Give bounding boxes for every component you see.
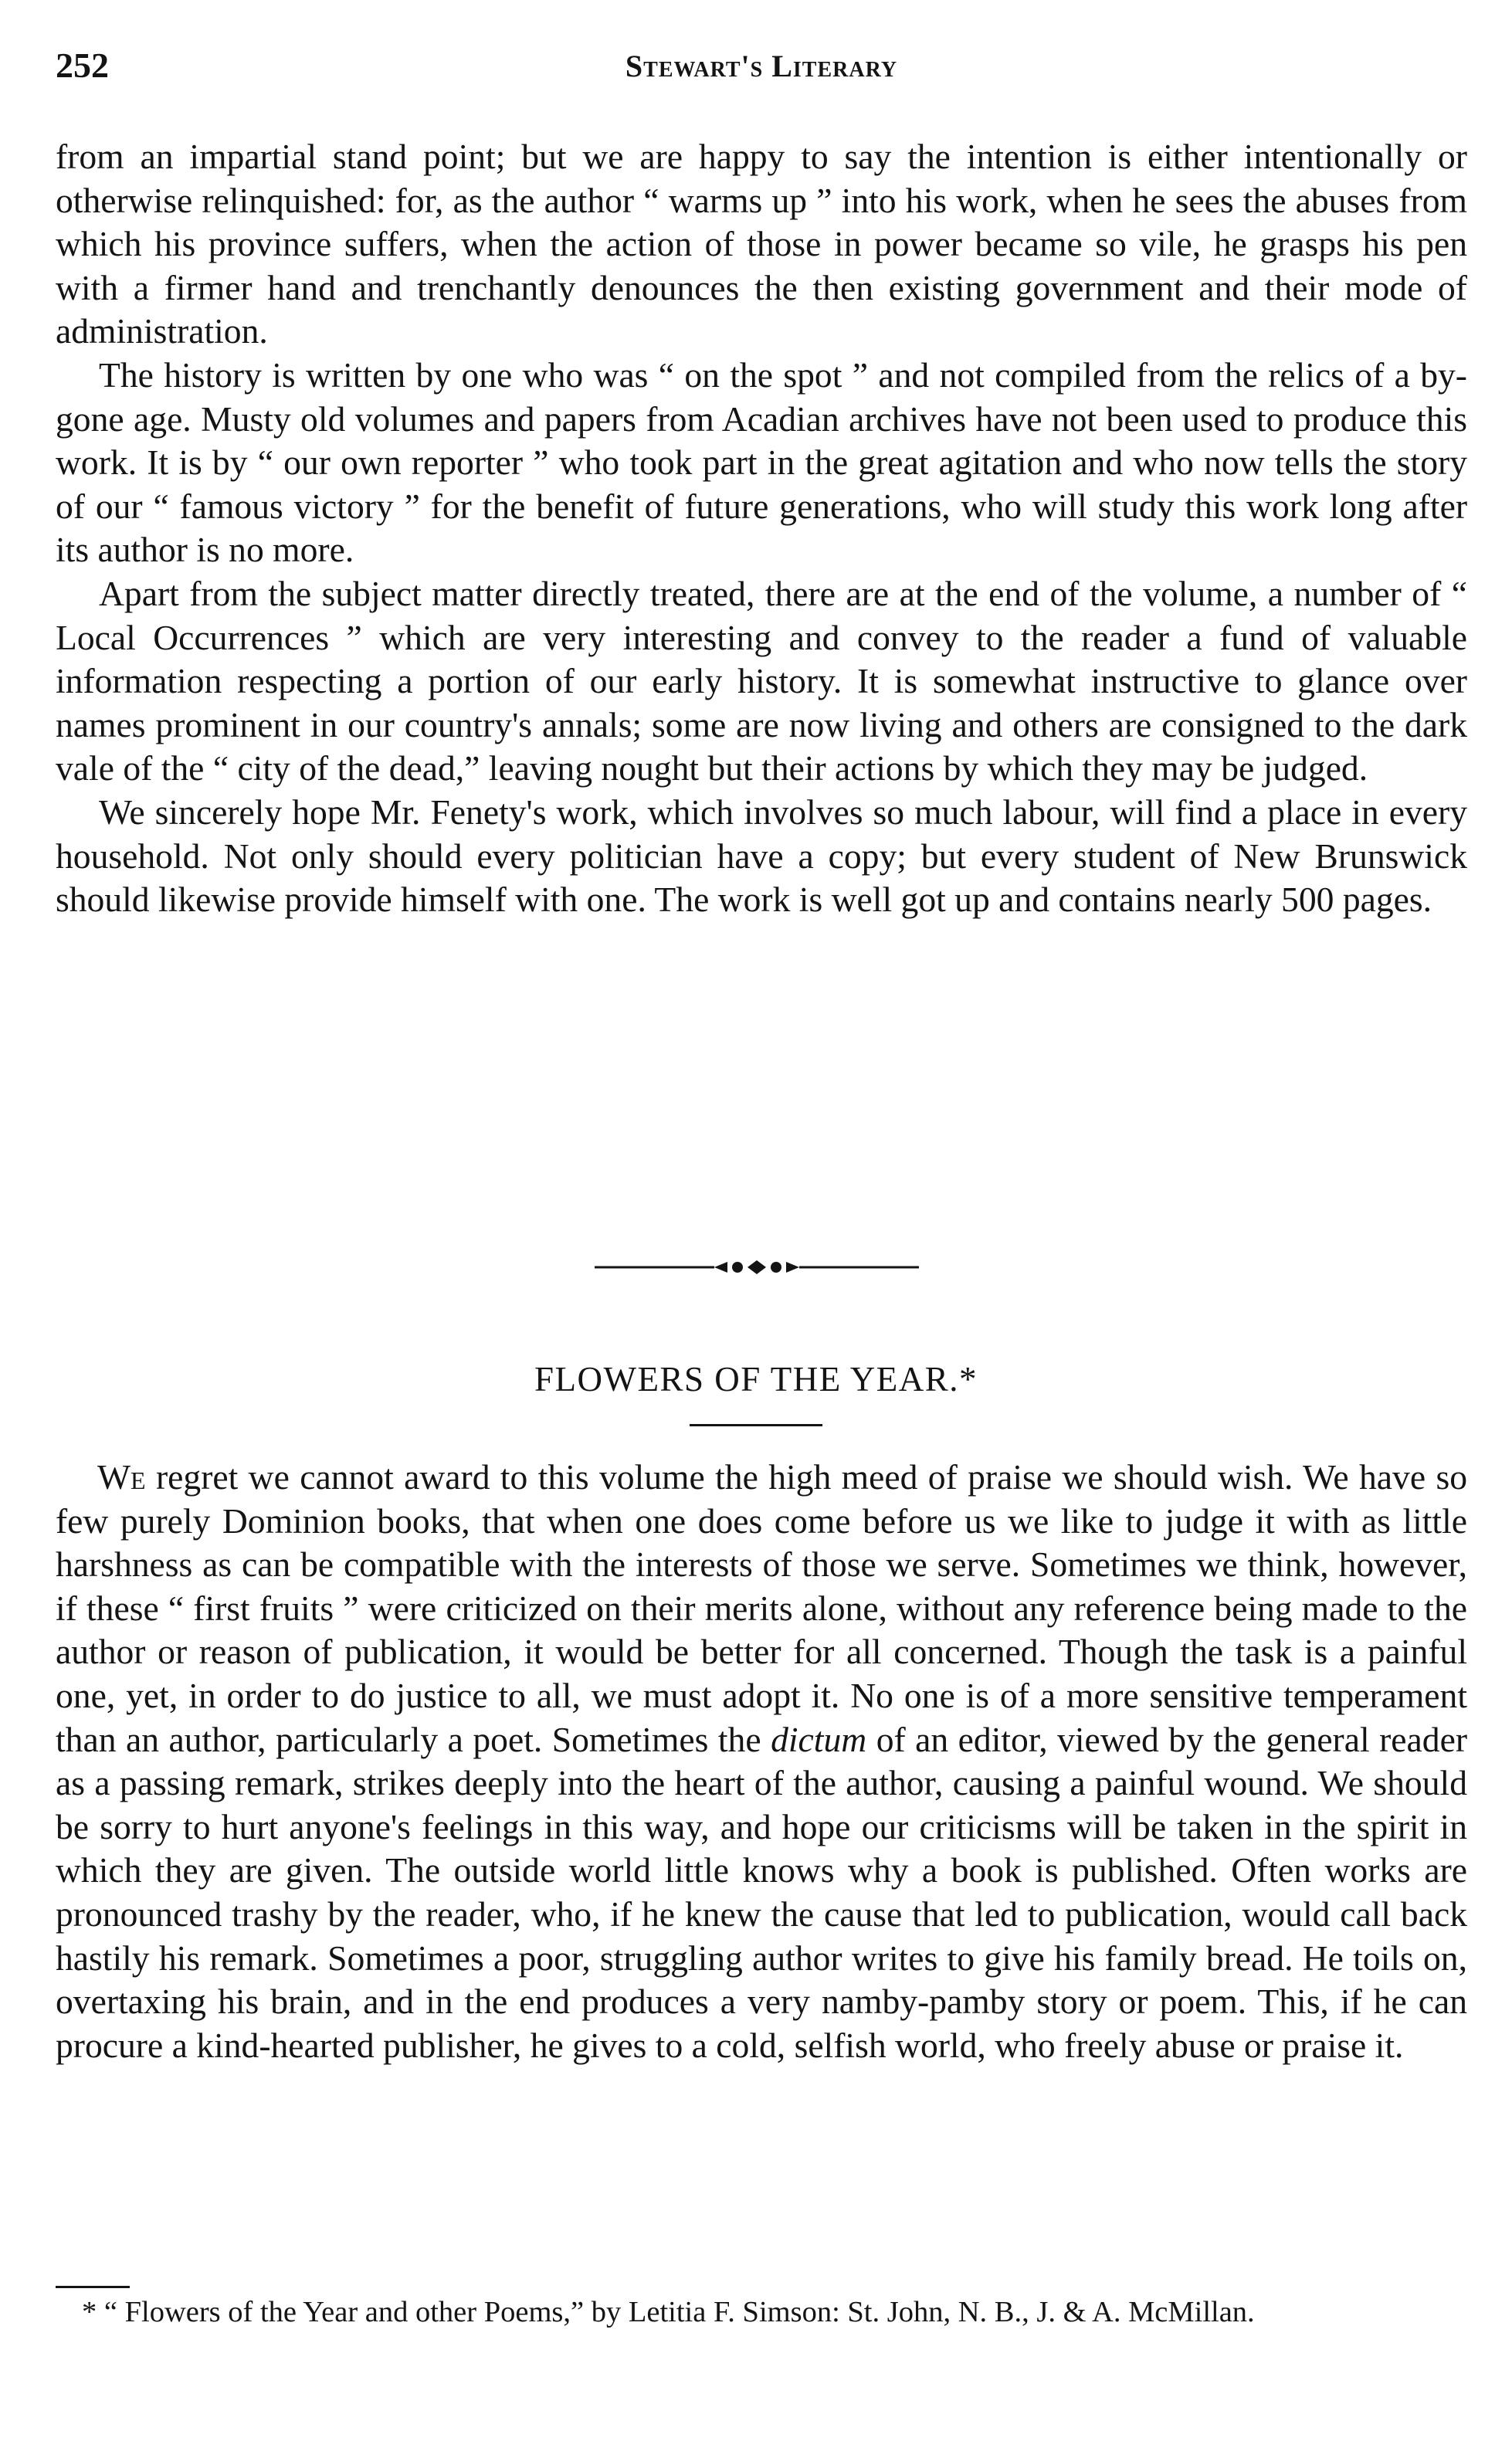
footnote: * “ Flowers of the Year and other Poems,” by Letitia F. Simson: St. John, N. B., J. & A. McMillan. bbox=[82, 2296, 1255, 2328]
essay-paragraph bbox=[56, 1456, 1467, 2067]
essay-text-continued: of an editor, viewed by the general reader as a passing remark, strikes deeply into the heart of the author, causing a painful wound. We should be sorry to hurt anyone's feelings in this way, and hope our criticisms will be taken in the spirit in which they are given. The outside world little knows why a book is published. Often works are pronounced trashy by the reader, who, if he knew the cause that led to publication, would call back hastily his remark. Sometimes a poor, struggling author writes to give his family bread. He toils on, overtaxing his brain, and in the end produces a very namby-pamby story or poem. This, if he can procure a kind-hearted publisher, he gives to a cold, selfish world, who freely abuse or praise it. bbox=[56, 1719, 1468, 2065]
title-rule bbox=[690, 1424, 822, 1426]
italic-term: dictum bbox=[771, 1719, 867, 1759]
review-paragraph: The history is written by one who was “ on the spot ” and not compiled from the relics of a by-gone age. Musty old volumes and papers from Acadian archives have not been used to produce this work. It is by “ our own reporter ” who took part in the great agitation and who now tells the story of our “ famous victory ” for the benefit of future generations, who will study this work long after its author is no more. bbox=[56, 354, 1467, 570]
essay-text: regret we cannot award to this volume the high meed of praise we should wish. We have so few purely Dominion books, that when one does come before us we like to judge it with as little harshness as can be compatible with the interests of those we serve. Sometimes we think, however, if these “ first fruits ” were criticized on their merits alone, without any reference being made to the author or reason of publication, it would be better for all concerned. Though the task is a painful one, yet, in order to do justice to all, we must adopt it. No one is of a more sensitive temperament than an author, particularly a poet. Sometimes the bbox=[56, 1457, 1467, 1759]
essay-body bbox=[56, 1456, 1467, 2067]
review-paragraph: Apart from the subject matter directly treated, there are at the end of the volume, a number of “ Local Occurrences ” which are very interesting and convey to the reader a fund of valuable information respecting a portion of our early history. It is somewhat instructive to glance over names prominent in our country's annals; some are now living and others are consigned to the dark vale of the “ city of the dead,” leaving nought but their actions by which they may be judged. bbox=[56, 573, 1467, 788]
footnote-rule bbox=[56, 2286, 130, 2288]
review-continuation bbox=[56, 135, 1467, 922]
review-paragraph: We sincerely hope Mr. Fenety's work, which involves so much labour, will find a place in every household. Not only should every politician have a copy; but every student of New Brunswick should likewise provide himself with one. The work is well got up and contains nearly 500 pages. bbox=[56, 792, 1467, 920]
section-divider-ornament bbox=[595, 1252, 919, 1283]
page-number: 252 bbox=[56, 46, 109, 85]
running-title: Stewart's Literary bbox=[625, 49, 898, 83]
opening-word: We bbox=[97, 1457, 146, 1497]
review-paragraph: from an impartial stand point; but we are happy to say the intention is either intentionally or otherwise relinquished: for, as the author “ warms up ” into his work, when he sees the abuses from which his province suffers, when the action of those in power became so vile, he grasps his pen with a firmer hand and trenchantly denounces the then existing government and their mode of administration. bbox=[56, 137, 1467, 351]
section-title: FLOWERS OF THE YEAR.* bbox=[534, 1360, 978, 1399]
page-header bbox=[56, 45, 1467, 99]
